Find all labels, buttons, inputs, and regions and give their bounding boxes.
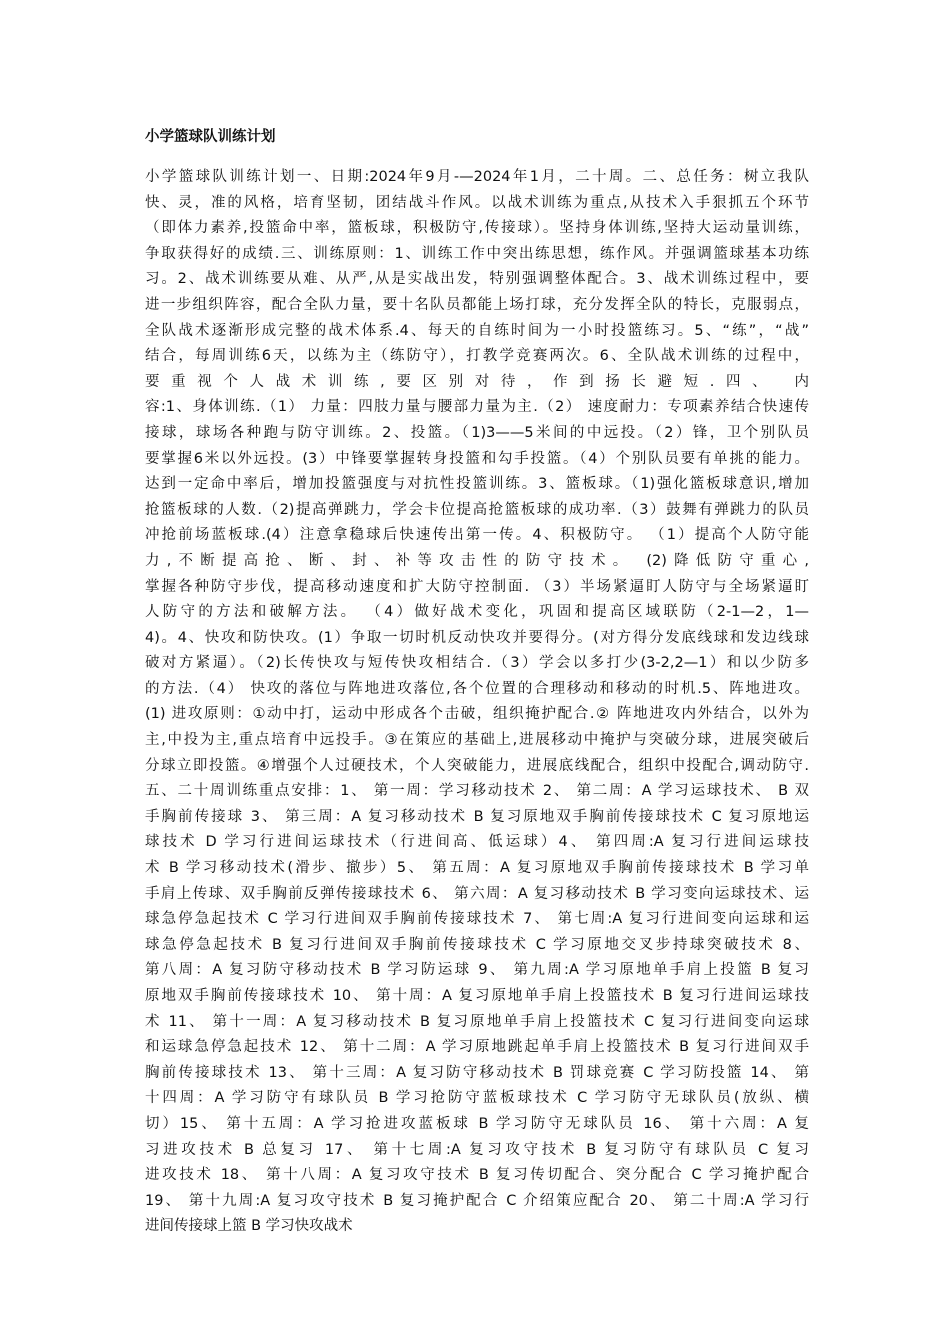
body-text-line: 要重视个人战术训练,要区别对待，作到扬长避短.四、 内	[145, 373, 809, 390]
body-text-line: 达到一定命中率后，增加投篮强度与对抗性投篮训练。3、篮板球。（1)强化篮板球意识,增加	[145, 476, 809, 493]
body-text-line: (1) 进攻原则：①动中打，运动中形成各个击破，组织掩护配合.② 阵地进攻内外结合，以外为	[145, 706, 809, 723]
body-text-line: 破对方紧逼）。（2)长传快攻与短传快攻相结合.（3）学会以多打少(3-2,2—1）和以少防多	[145, 655, 809, 672]
body-text-line: 切）15、 第十五周：A 学习抢进攻蓝板球 B 学习防守无球队员 16、 第十六周：A 复	[145, 1115, 809, 1132]
body-text-line: 主,中投为主,重点培育中远投手。③在策应的基础上,进展移动中掩护与突破分球，进展突破后	[145, 732, 809, 749]
body-text-line: 术 11、 第十一周：A 复习移动技术 B 复习原地单手肩上投篮技术 C 复习行进间变向运球	[145, 1013, 809, 1030]
body-text-line: 五、二十周训练重点安排：1、 第一周：学习移动技术 2、 第二周：A 学习运球技术、 B 双	[145, 783, 809, 800]
body-text-line: 容:1、身体训练.（1） 力量：四肢力量与腰部力量为主.（2） 速度耐力：专项素养结合快速传	[145, 399, 809, 416]
document-body	[145, 165, 809, 1240]
body-text-line: 全队战术逐渐形成完整的战术体系.4、每天的自练时间为一小时投篮练习。5、“练”，“战”	[145, 322, 809, 339]
body-text-line: （即体力素养,投篮命中率，篮板球，积极防守,传接球）。坚持身体训练,坚持大运动量训练，	[145, 220, 809, 237]
body-text-line: 手胸前传接球 3、 第三周：A 复习移动技术 B 复习原地双手胸前传接球技术 C 复习原地运	[145, 808, 809, 825]
body-text-line: 进攻技术 18、 第十八周：A 复习攻守技术 B 复习传切配合、突分配合 C 学习掩护配合	[145, 1167, 809, 1184]
body-text-line: 胸前传接球技术 13、 第十三周：A 复习防守移动技术 B 罚球竞赛 C 学习防投篮 14、 第	[145, 1064, 809, 1081]
body-text-line: 19、 第十九周:A 复习攻守技术 B 复习掩护配合 C 介绍策应配合 20、 第二十周:A 学习行	[145, 1192, 809, 1209]
body-text-line: 力,不断提高抢、断、封、补等攻击性的防守技术。 (2)降低防守重心,	[145, 552, 809, 569]
body-text-line: 球急停急起技术 B 复习行进间双手胸前传接球技术 C 学习原地交叉步持球突破技术 8、	[145, 936, 809, 953]
body-text-line: 掌握各种防守步伐，提高移动速度和扩大防守控制面. （3）半场紧逼盯人防守与全场紧逼盯	[145, 578, 809, 595]
body-text-line: 习进攻技术 B 总复习 17、 第十七周:A 复习攻守技术 B 复习防守有球队员 C 复习	[145, 1141, 809, 1158]
body-text-line: 争取获得好的成绩.三、训练原则：1、训练工作中突出练思想，练作风。并强调篮球基本功练	[145, 245, 809, 262]
body-text-line: 人防守的方法和破解方法。 （4）做好战术变化，巩固和提高区域联防（2-1—2，1—	[145, 604, 809, 621]
body-text-line: 要掌握6米以外远投。(3）中锋要掌握转身投篮和勾手投篮。（4）个别队员要有单挑的能力。	[145, 450, 809, 467]
body-text-line: 手肩上传球、双手胸前反弹传接球技术 6、 第六周：A 复习移动技术 B 学习变向运球技术、运	[145, 885, 809, 902]
body-text-line: 4)。4、快攻和防快攻。(1）争取一切时机反动快攻并要得分。(对方得分发底线球和发边线球	[145, 629, 809, 646]
body-text-line: 分球立即投篮。④增强个人过硬技术，个人突破能力，进展底线配合，组织中投配合,调动防守.	[145, 757, 809, 774]
body-text-line: 接球，球场各种跑与防守训练。2、投篮。（1)3——5米间的中远投。（2）锋，卫个别队员	[145, 424, 809, 441]
body-text-line: 球技术 D 学习行进间运球技术（行进间高、低运球）4、 第四周:A 复习行进间运球技	[145, 834, 809, 851]
body-text-line: 和运球急停急起技术 12、 第十二周：A 学习原地跳起单手肩上投篮技术 B 复习行进间双手	[145, 1039, 809, 1056]
body-text-line: 进一步组织阵容，配合全队力量，要十名队员都能上场打球，充分发挥全队的特长，克服弱点，	[145, 296, 809, 313]
body-text-line: 原地双手胸前传接球技术 10、 第十周：A 复习原地单手肩上投篮技术 B 复习行进间运球技	[145, 988, 809, 1004]
body-text-line: 球急停急起技术 C 学习行进间双手胸前传接球技术 7、 第七周:A 复习行进间变向运球和运	[145, 911, 809, 928]
body-text-line: 十四周：A 学习防守有球队员 B 学习抢防守蓝板球技术 C 学习防守无球队员(放纵、横	[145, 1090, 809, 1107]
body-text-line: 进间传接球上篮 B 学习快攻战术	[145, 1218, 353, 1235]
body-text-line: 习。2、战术训练要从难、从严,从是实战出发，特别强调整体配合。3、战术训练过程中，要	[145, 271, 809, 288]
document-title: 小学篮球队训练计划	[145, 129, 276, 145]
body-text-line: 术 B 学习移动技术(滑步、撤步）5、 第五周：A 复习原地双手胸前传接球技术 B 学习单	[145, 860, 809, 877]
body-text-line: 冲抢前场蓝板球.(4）注意拿稳球后快速传出第一传。4、积极防守。 （1）提高个人防守能	[145, 527, 809, 544]
body-text-line: 的方法.（4） 快攻的落位与阵地进攻落位,各个位置的合理移动和移动的时机.5、阵地进攻。	[145, 680, 809, 697]
body-text-line: 第八周：A 复习防守移动技术 B 学习防运球 9、 第九周:A 学习原地单手肩上投篮 B 复习	[145, 962, 809, 979]
body-text-line: 小学篮球队训练计划一、日期:2024年9月-—2024年1月，二十周。二、总任务：树立我队	[145, 169, 809, 185]
body-text-line: 结合，每周训练6天，以练为主（练防守），打教学竞赛两次。6、全队战术训练的过程中，	[145, 348, 809, 365]
body-text-line: 抢篮板球的人数.（2)提高弹跳力，学会卡位提高抢篮板球的成功率.（3）鼓舞有弹跳力的队员	[145, 501, 809, 518]
body-text-line: 快、灵，准的风格，培育坚韧，团结战斗作风。以战术训练为重点,从技术入手狠抓五个环节	[145, 194, 809, 211]
